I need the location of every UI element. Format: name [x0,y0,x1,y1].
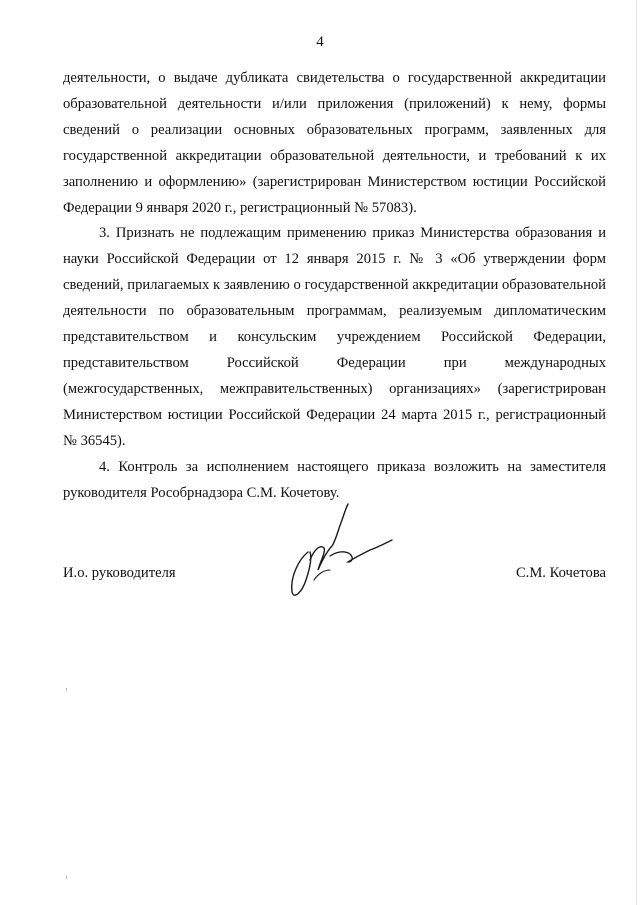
page-edge-line [636,0,637,905]
paragraph-item-4: 4. Контроль за исполнением настоящего приказа возложить на заместителя руководителя Рособрнадзора С.М. Кочетову. [63,458,606,501]
paragraph-continuation: деятельности, о выдаче дубликата свидетельства о государственной аккредитации образовательной деятельности и/или приложения (приложений) к нему, формы сведений о реализации основных образовательных программ, заявленных для государственной аккредитации образовательной деятельности, и требований к их заполнению и оформлению» (зарегистрирован Министерством юстиции Российской Федерации 9 января 2020 г., регистрационный № 57083). [63,70,606,216]
paragraph-item-3: 3. Признать не подлежащим применению приказ Министерства образования и науки Российской Федерации от 12 января 2015 г. № 3 «Об утверждении форм сведений, прилагаемых к заявлению о государственной аккредитации образовательной деятельности по образовательным программам, реализуемым дипломатическим представительством и консульским учреждением Российской Федерации, представительством Российской Федерации при международных (межгосударственных, межправительственных) организациях» (зарегистрирован Министерством юстиции Российской Федерации 24 марта 2015 г., регистрационный № 36545). [63,225,606,449]
page-number: 4 [316,34,324,50]
scan-speck [66,876,67,879]
signatory-position: И.о. руководителя [63,565,176,581]
handwritten-signature-icon [280,500,410,610]
signatory-name: С.М. Кочетова [515,565,606,581]
scan-speck [66,688,67,691]
document-body [63,66,606,506]
